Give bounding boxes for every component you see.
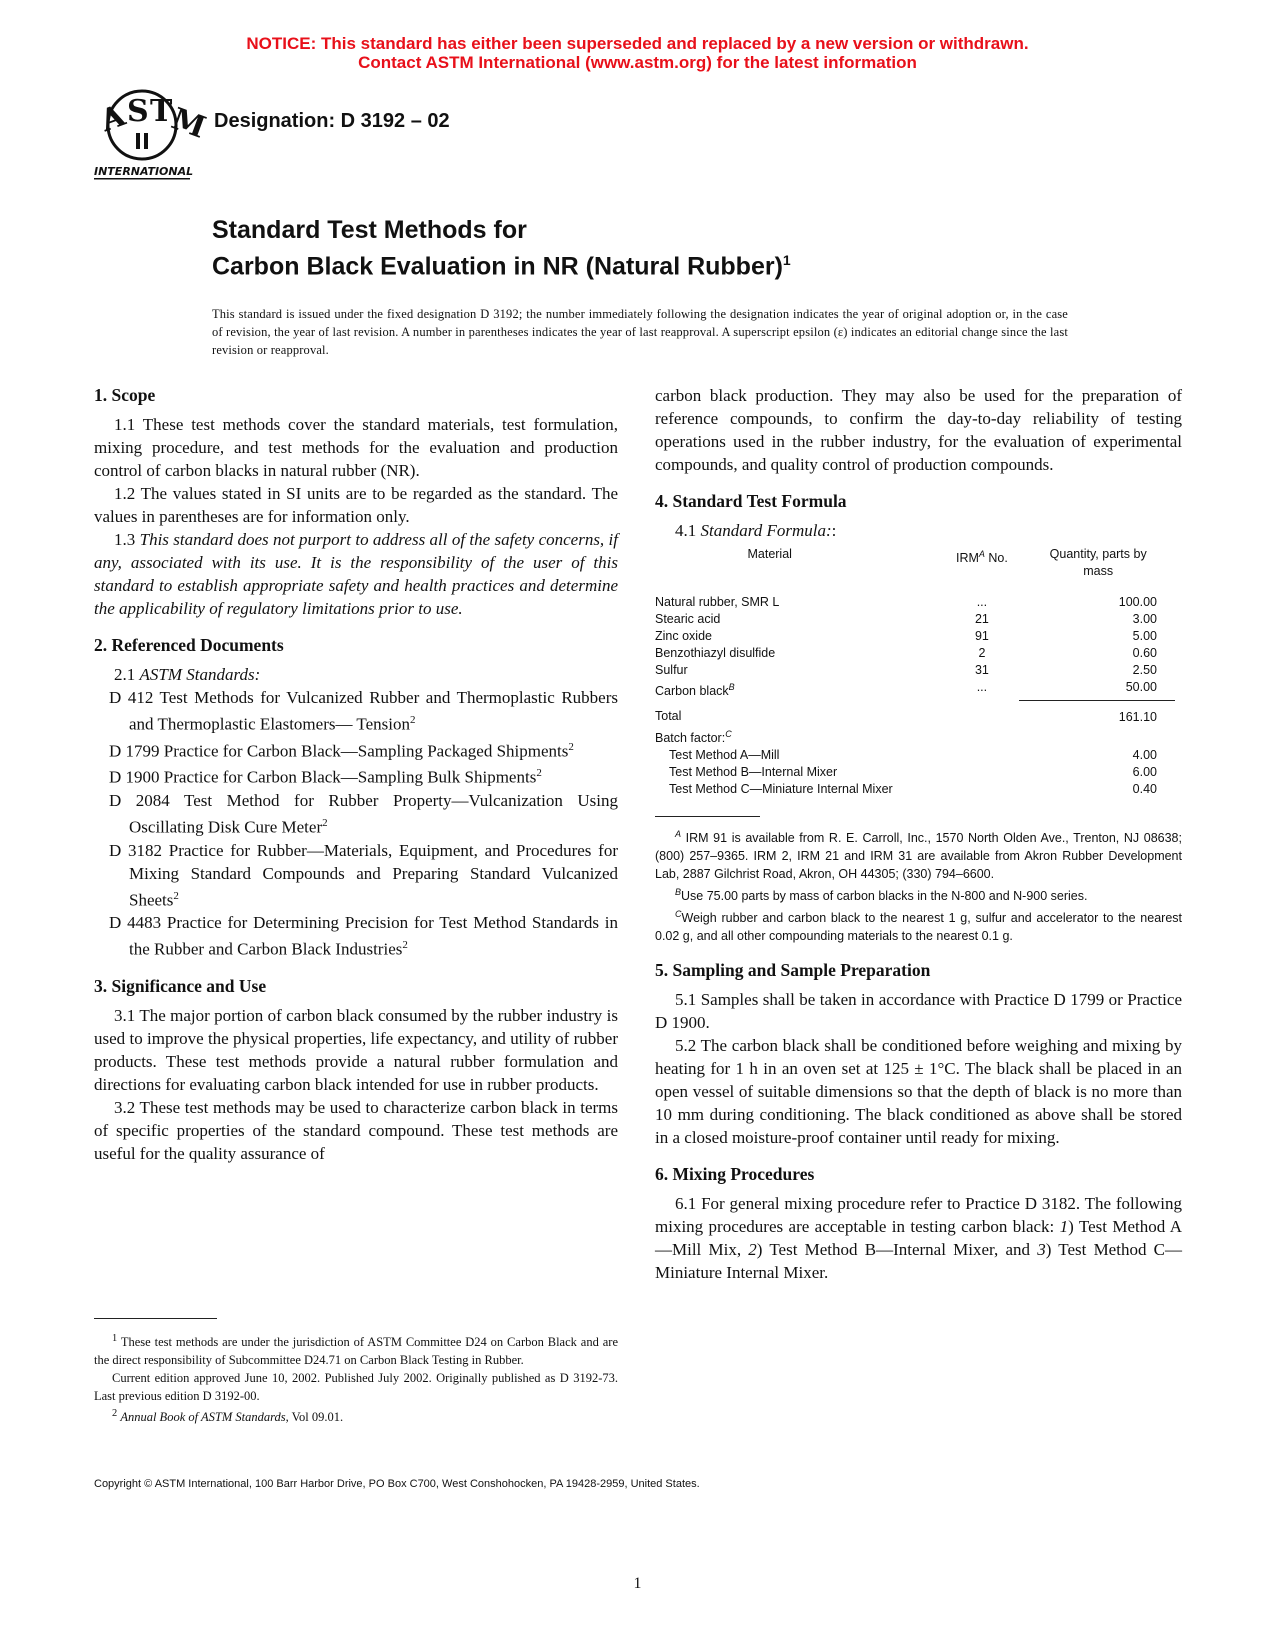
- table-footnote-divider: [655, 816, 760, 817]
- astm-international-logo-icon: [92, 87, 211, 185]
- footnote-2: $^2$ Annual Book of ASTM Standards, Vol 09.01.: [112, 1408, 344, 1425]
- reference-item: D 3182 Practice for Rubber—Materials, Equipment, and Procedures for Mixing Standard Compounds and Preparing Standard Vulcanized Sheets$^2$: [109, 840, 618, 910]
- left-column: [94, 384, 618, 1165]
- table-footnotes: [655, 825, 1182, 945]
- col-header-quantity: Quantity, parts by mass: [1049, 547, 1147, 578]
- table-row: Benzothiazyl disulfide 2 0.60: [655, 646, 1157, 660]
- svg-text:M: M: [166, 101, 211, 146]
- copyright: Copyright © ASTM International, 100 Barr Harbor Drive, PO Box C700, West Conshohocken, PA 19428-2959, United States.: [94, 1478, 700, 1490]
- scope-heading: 1. Scope: [94, 385, 156, 405]
- table-row: Stearic acid 21 3.00: [655, 612, 1157, 626]
- col-header-irm: $IRM^A$ No.: [955, 549, 1008, 566]
- significance-heading: 3. Significance and Use: [94, 975, 267, 996]
- formula-heading: 4. Standard Test Formula: [655, 491, 847, 511]
- footnote-divider: [94, 1318, 217, 1319]
- table-row: Carbon black$^B$ ... 50.00: [655, 680, 1157, 699]
- batch-factor-row: Batch factor:$^C$: [655, 728, 732, 745]
- formula-sub: 4.1 Standard Formula::: [675, 521, 837, 540]
- supersede-notice: [0, 34, 1275, 72]
- notice-line-2: Contact ASTM International (www.astm.org) for the latest information: [358, 53, 917, 72]
- table-row: Sulfur 31 2.50: [655, 663, 1157, 677]
- right-column: [655, 384, 1182, 1284]
- page-footnotes: [94, 1330, 618, 1426]
- svg-text:S: S: [127, 94, 149, 129]
- table-footnote: $^B$Use 75.00 parts by mass of carbon blacks in the N-800 and N-900 series.: [675, 886, 1088, 904]
- reference-item: D 2084 Test Method for Rubber Property—Vulcanization Using Oscillating Disk Cure Meter$^2$: [109, 790, 618, 837]
- sampling-p1: 5.1 Samples shall be taken in accordance with Practice D 1799 or Practice D 1900.: [655, 990, 1182, 1033]
- logo-text: INTERNATIONAL: [94, 165, 194, 178]
- table-row: Zinc oxide 91 5.00: [655, 629, 1157, 643]
- sampling-heading: 5. Sampling and Sample Preparation: [655, 960, 931, 981]
- table-row: Test Method C—Miniature Internal Mixer 0.40: [669, 781, 1157, 796]
- page-title: [212, 215, 791, 281]
- page-number: 1: [633, 1575, 642, 1592]
- footnote-1: $^1$ These test methods are under the jurisdiction of ASTM Committee D24 on Carbon Black and are the direct responsibility of Subcommittee D24.71 on Carbon Black Testing in Rubber.: [94, 1333, 618, 1368]
- table-row: Natural rubber, SMR L ... 100.00: [655, 595, 1157, 609]
- table-footnote: $^A$ IRM 91 is available from R. E. Carroll, Inc., 1570 North Olden Ave., Trenton, NJ 08638; (800) 257–9365. IRM 2, IRM 21 and IRM 31 are available from Akron Rubber Development Lab, 2887 Gilchrist Road, Akron, OH 44305; (330) 794–6600.: [655, 828, 1182, 881]
- total-row: Total 161.10: [655, 700, 1175, 726]
- title-footnote-mark: 1: [782, 252, 791, 268]
- reference-item: D 412 Test Methods for Vulcanized Rubber and Thermoplastic Rubbers and Thermoplastic Elastomers— Tension$^2$: [109, 688, 618, 734]
- referenced-sub-text: ASTM Standards:: [139, 665, 261, 684]
- scope-p3: [94, 528, 618, 620]
- title-line-2-text: Carbon Black Evaluation in NR (Natural Rubber): [212, 252, 783, 281]
- reference-item: D 1799 Practice for Carbon Black—Sampling Packaged Shipments$^2$: [109, 740, 574, 761]
- title-line-2: [212, 245, 791, 281]
- reference-list: [94, 686, 618, 961]
- notice-line-1: NOTICE: This standard has either been superseded and replaced by a new version or withdrawn.: [246, 34, 1029, 53]
- reference-item: D 4483 Practice for Determining Precision for Test Method Standards in the Rubber and Carbon Black Industries$^2$: [109, 913, 618, 959]
- significance-p1: 3.1 The major portion of carbon black consumed by the rubber industry is used to improve the physical properties, life expectancy, and utility of rubber products. These test methods provide a natural rubber formulation and directions for evaluating carbon black intended for use in rubber products.: [94, 1005, 618, 1094]
- sampling-p2: 5.2 The carbon black shall be conditioned before weighing and mixing by heating for 1 h in an oven set at 125 ± 1°C. The black shall be placed in an open vessel of suitable dimensions so that the depth of black is no more than 10 mm during conditioning. The black conditioned as above shall be stored in a closed moisture-proof container until ready for mixing.: [655, 1036, 1182, 1148]
- svg-text:T: T: [150, 94, 173, 129]
- issue-note: This standard is issued under the fixed designation D 3192; the number immediately following the designation indicates the year of original adoption or, in the case of revision, the year of last revision. A number in parentheses indicates the year of last reapproval. A superscript epsilon (ε) indicates an editorial change since the last revision or reapproval.: [212, 307, 1068, 357]
- mixing-heading: 6. Mixing Procedures: [655, 1164, 815, 1185]
- svg-text:A: A: [95, 98, 130, 140]
- col-header-material: Material: [747, 547, 792, 561]
- footnote-1b: Current edition approved June 10, 2002. Published July 2002. Originally published as D 3192-73. Last previous edition D 3192-00.: [94, 1371, 618, 1404]
- scope-p3-text: This standard does not purport to address all of the safety concerns, if any, associated with its use. It is the responsibility of the user of this standard to establish appropriate safety and health practices and determine the applicability of regulatory limitations prior to use.: [94, 530, 618, 618]
- scope-p1: 1.1 These test methods cover the standard materials, test formulation, mixing procedure, and test methods for the evaluation and production control of carbon blacks in natural rubber (NR).: [94, 415, 618, 480]
- mixing-p1: 6.1 For general mixing procedure refer to Practice D 3182. The following mixing procedures are acceptable in testing carbon black: 1) Test Method A—Mill Mix, 2) Test Method B—Internal Mixer, and 3) Test Method C—Miniature Internal Mixer.: [655, 1194, 1182, 1283]
- significance-p2-continued: carbon black production. They may also be used for the preparation of reference compounds, to confirm the day-to-day reliability of testing operations used in the rubber industry, for the evaluation of experimental compounds, and quality control of production compounds.: [655, 386, 1182, 474]
- table-row: Test Method A—Mill 4.00: [669, 747, 1157, 762]
- standard-formula-table: [655, 546, 1175, 798]
- table-footnote: $^C$Weigh rubber and carbon black to the nearest 1 g, sulfur and accelerator to the nearest 0.02 g, and all other compounding materials to the nearest 0.1 g.: [655, 909, 1182, 944]
- reference-item: D 1900 Practice for Carbon Black—Sampling Bulk Shipments$^2$: [109, 767, 542, 787]
- table-row: Test Method B—Internal Mixer 6.00: [669, 764, 1157, 779]
- referenced-sub-num: 2.1: [114, 665, 136, 684]
- referenced-sub: [94, 663, 618, 686]
- scope-p3-num: 1.3: [114, 530, 136, 549]
- table-header-row: [655, 546, 1175, 594]
- scope-p2: 1.2 The values stated in SI units are to be regarded as the standard. The values in parentheses are for information only.: [94, 484, 618, 526]
- significance-p2: 3.2 These test methods may be used to characterize carbon black in terms of specific properties of the standard compound. These test methods are useful for the quality assurance of: [94, 1097, 618, 1163]
- designation: Designation: D 3192 – 02: [214, 110, 450, 132]
- title-line-1: Standard Test Methods for: [212, 216, 527, 244]
- referenced-heading: 2. Referenced Documents: [94, 635, 284, 655]
